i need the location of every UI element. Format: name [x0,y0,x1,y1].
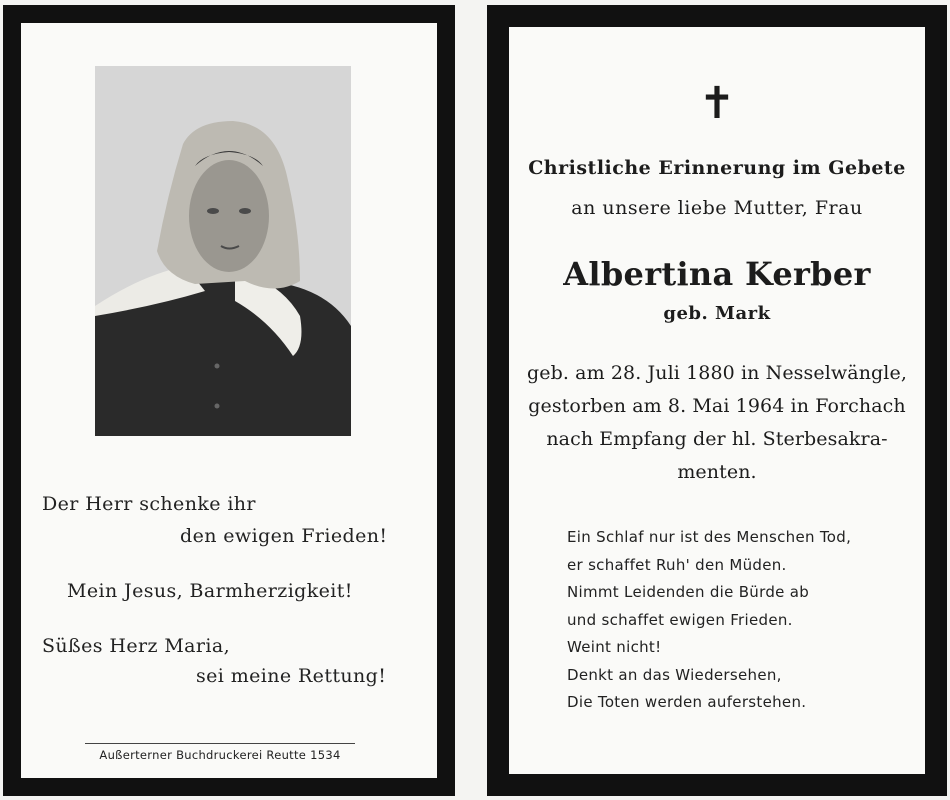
intro-subheading: an unsere liebe Mutter, Frau [571,197,863,219]
left-card-panel [21,23,437,778]
bio-line-2: gestorben am 8. Mai 1964 in Forchach [528,395,906,417]
right-memorial-card [487,5,947,796]
poem-line-2: er schaffet Ruh' den Müden. [567,555,787,574]
bio-line-4: menten. [677,461,757,483]
prayer-line-5: sei meine Rettung! [196,665,387,687]
cross-icon: ✝ [698,78,736,129]
poem-line-5: Weint nicht! [567,638,662,656]
deceased-name: Albertina Kerber [563,255,871,293]
maiden-name: geb. Mark [663,303,771,324]
poem-line-7: Die Toten werden auferstehen. [567,693,807,711]
bio-line-1: geb. am 28. Juli 1880 in Nesselwängle, [527,362,907,384]
bio-line-3: nach Empfang der hl. Sterbesakra- [546,428,888,450]
prayer-line-4: Süßes Herz Maria, [42,635,231,657]
left-memorial-card [3,5,455,796]
prayer-line-3: Mein Jesus, Barmherzigkeit! [67,580,353,602]
biography [509,357,925,489]
right-card-panel [509,27,925,774]
poem-line-1: Ein Schlaf nur ist des Menschen Tod, [567,528,852,546]
poem-line-4: und schaffet ewigen Frieden. [567,610,793,629]
printer-imprint: Außerterner Buchdruckerei Reutte 1534 [85,743,355,762]
intro-heading: Christliche Erinnerung im Gebete [528,157,906,179]
poem [567,524,851,717]
poem-line-3: Nimmt Leidenden die Bürde ab [567,583,810,601]
portrait-photo [95,66,351,436]
prayer-line-2: den ewigen Frieden! [180,525,388,547]
prayer-line-1: Der Herr schenke ihr [42,493,256,515]
poem-line-6: Denkt an das Wiedersehen, [567,665,782,684]
